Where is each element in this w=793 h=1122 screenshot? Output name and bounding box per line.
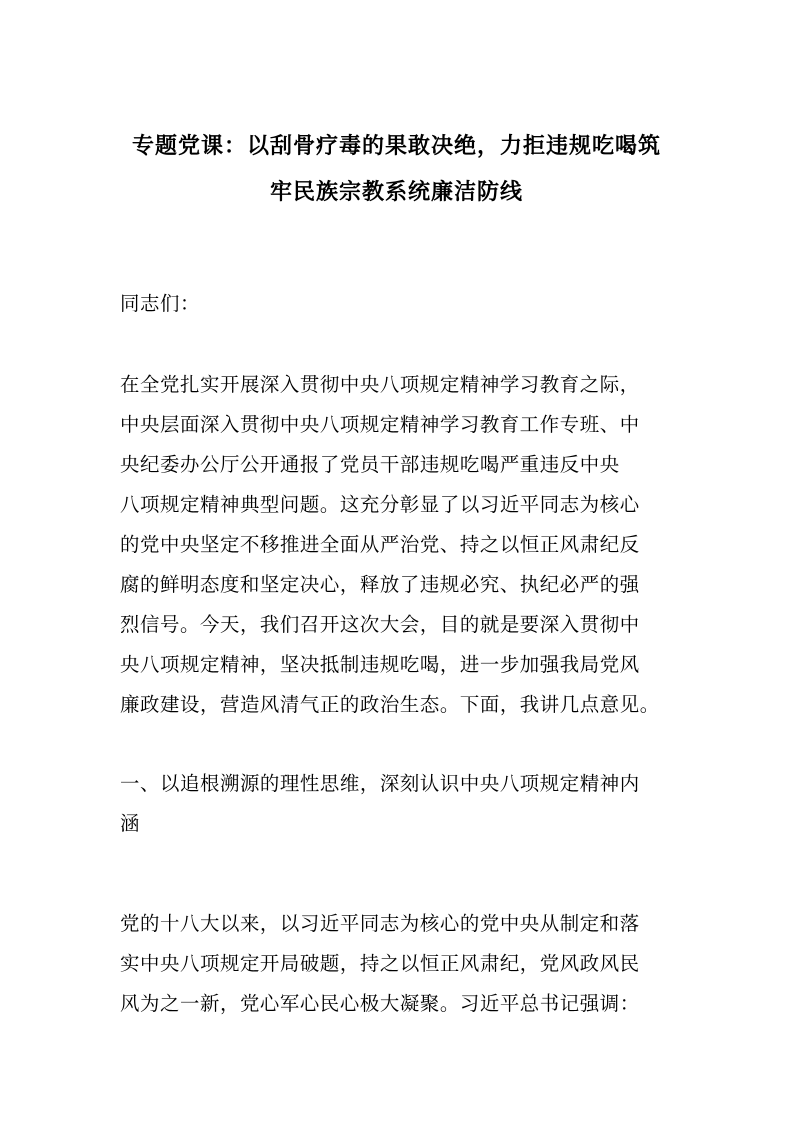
paragraph-1-line: 腐的鲜明态度和坚定决心，释放了违规必究、执纪必严的强: [120, 573, 640, 596]
section-heading-1-line: 一、以追根溯源的理性思维，深刻认识中央八项规定精神内: [120, 772, 640, 795]
paragraph-1-line: 廉政建设，营造风清气正的政治生态。下面，我讲几点意见。: [120, 693, 660, 716]
paragraph-1-line: 中央层面深入贯彻中央八项规定精神学习教育工作专班、中: [120, 413, 640, 436]
section-heading-1-line: 涵: [120, 812, 140, 835]
paragraph-2-line: 党的十八大以来，以习近平同志为核心的党中央从制定和落: [120, 912, 640, 935]
paragraph-1-line: 央纪委办公厅公开通报了党员干部违规吃喝严重违反中央: [120, 453, 620, 476]
paragraph-1-line: 的党中央坚定不移推进全面从严治党、持之以恒正风肃纪反: [120, 533, 640, 556]
paragraph-2-line: 风为之一新，党心军心民心极大凝聚。习近平总书记强调：: [120, 992, 640, 1015]
paragraph-1-line: 烈信号。今天，我们召开这次大会，目的就是要深入贯彻中: [120, 613, 640, 636]
salutation: 同志们：: [120, 292, 200, 315]
document-title-line-2: 牢民族宗教系统廉洁防线: [269, 179, 523, 205]
paragraph-1-line: 八项规定精神典型问题。这充分彰显了以习近平同志为核心: [120, 493, 640, 516]
document-title-line-1: 专题党课：以刮骨疗毒的果敢决绝，力拒违规吃喝筑: [131, 133, 661, 159]
paragraph-1-line: 在全党扎实开展深入贯彻中央八项规定精神学习教育之际，: [120, 373, 640, 396]
paragraph-1-line: 央八项规定精神，坚决抵制违规吃喝，进一步加强我局党风: [120, 653, 640, 676]
paragraph-2-line: 实中央八项规定开局破题，持之以恒正风肃纪，党风政风民: [120, 952, 640, 975]
